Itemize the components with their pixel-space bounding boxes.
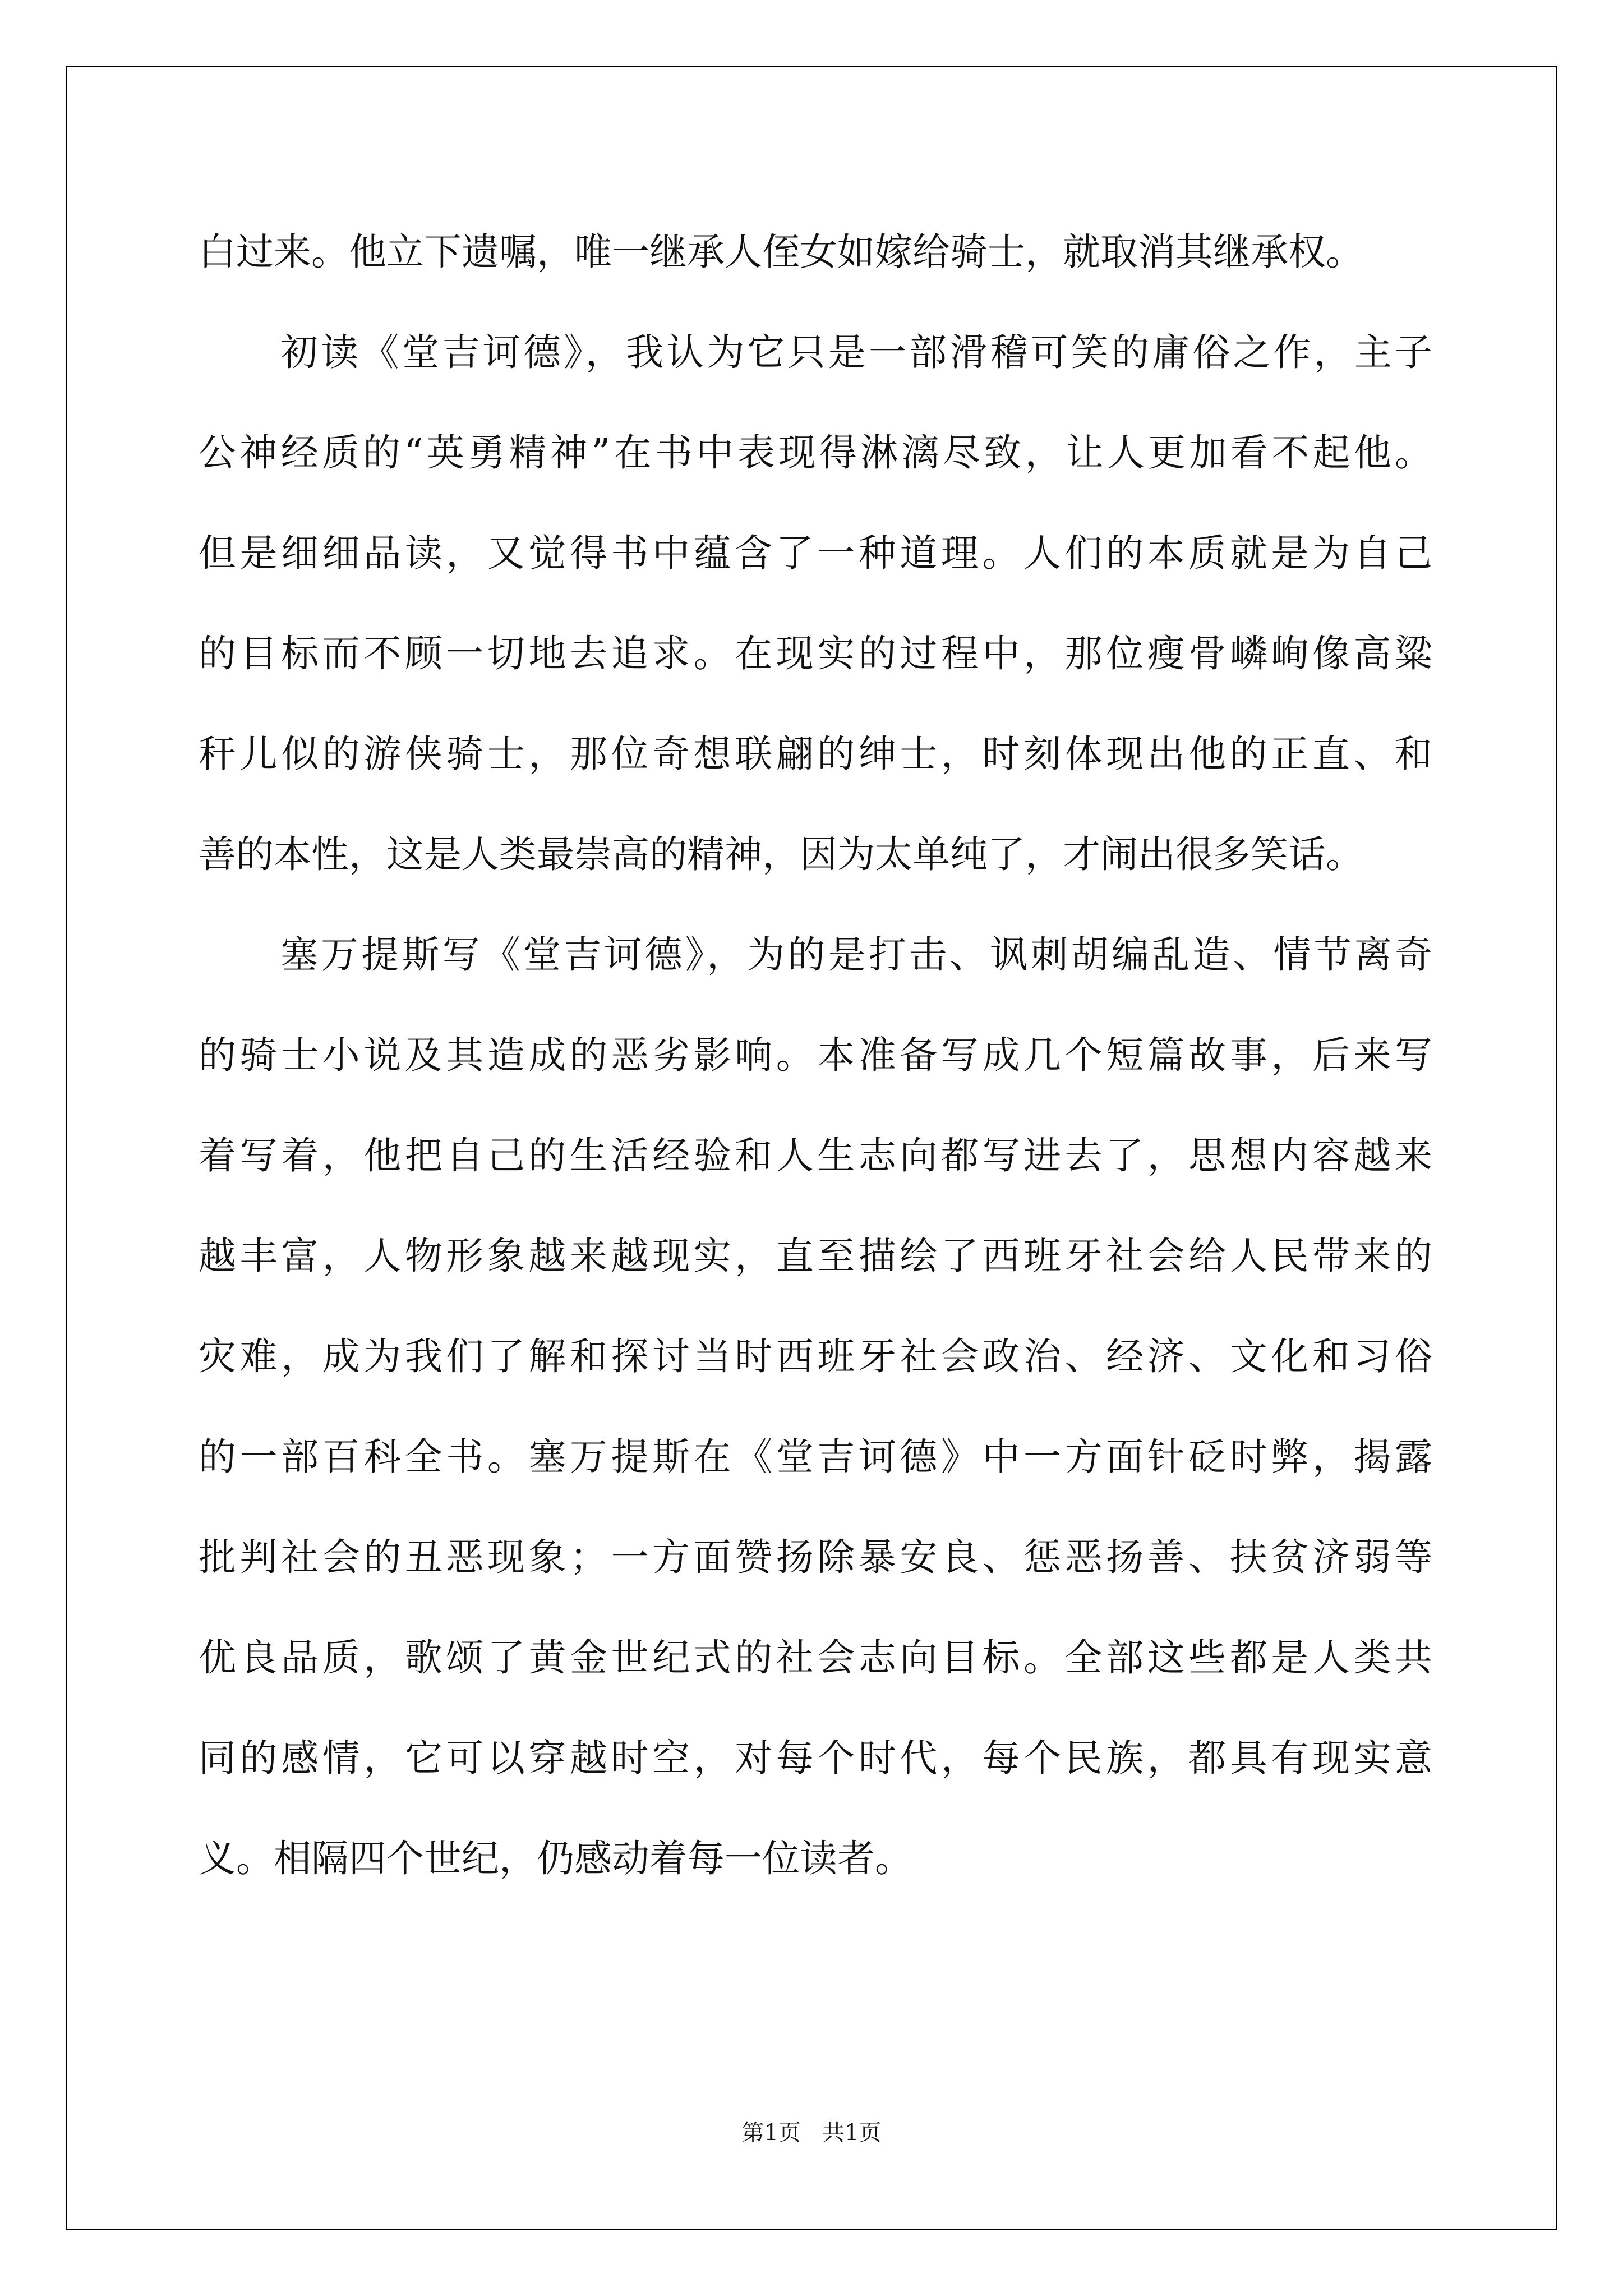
text-line: 的目标而不顾一切地去追求。在现实的过程中，那位瘦骨嶙峋像高粱: [199, 632, 1432, 675]
body-text: [199, 202, 1432, 1909]
text-line: 批判社会的丑恶现象；一方面赞扬除暴安良、惩恶扬善、扶贫济弱等: [199, 1535, 1432, 1579]
text-line: 优良品质，歌颂了黄金世纪式的社会志向目标。全部这些都是人类共: [199, 1636, 1432, 1680]
text-line: 秆儿似的游侠骑士，那位奇想联翩的绅士，时刻体现出他的正直、和: [199, 732, 1432, 776]
text-line: 同的感情，它可以穿越时空，对每个时代，每个民族，都具有现实意: [199, 1736, 1432, 1780]
text-line: 白过来。他立下遗嘱，唯一继承人侄女如嫁给骑士，就取消其继承权。: [199, 230, 1363, 274]
text-line: 着写着，他把自己的生活经验和人生志向都写进去了，思想内容越来: [199, 1134, 1432, 1177]
text-line: 初读《堂吉诃德》，我认为它只是一部滑稽可笑的庸俗之作，主子: [280, 330, 1432, 374]
text-line: 公神经质的“英勇精神”在书中表现得淋漓尽致，让人更加看不起他。: [199, 431, 1432, 475]
text-line: 的一部百科全书。塞万提斯在《堂吉诃德》中一方面针砭时弊，揭露: [199, 1435, 1432, 1479]
text-line: 灾难，成为我们了解和探讨当时西班牙社会政治、经济、文化和习俗: [199, 1335, 1432, 1378]
page-footer: 第1页 共1页: [741, 2120, 882, 2146]
text-line: 塞万提斯写《堂吉诃德》，为的是打击、讽刺胡编乱造、情节离奇: [280, 933, 1432, 977]
text-line: 但是细细品读，又觉得书中蕴含了一种道理。人们的本质就是为自己: [199, 531, 1432, 575]
text-line: 义。相隔四个世纪，仍感动着每一位读者。: [199, 1837, 912, 1880]
text-line: 越丰富，人物形象越来越现实，直至描绘了西班牙社会给人民带来的: [199, 1234, 1432, 1278]
text-line: 善的本性，这是人类最崇高的精神，因为太单纯了，才闹出很多笑话。: [199, 832, 1363, 876]
text-line: 的骑士小说及其造成的恶劣影响。本准备写成几个短篇故事，后来写: [199, 1033, 1432, 1077]
